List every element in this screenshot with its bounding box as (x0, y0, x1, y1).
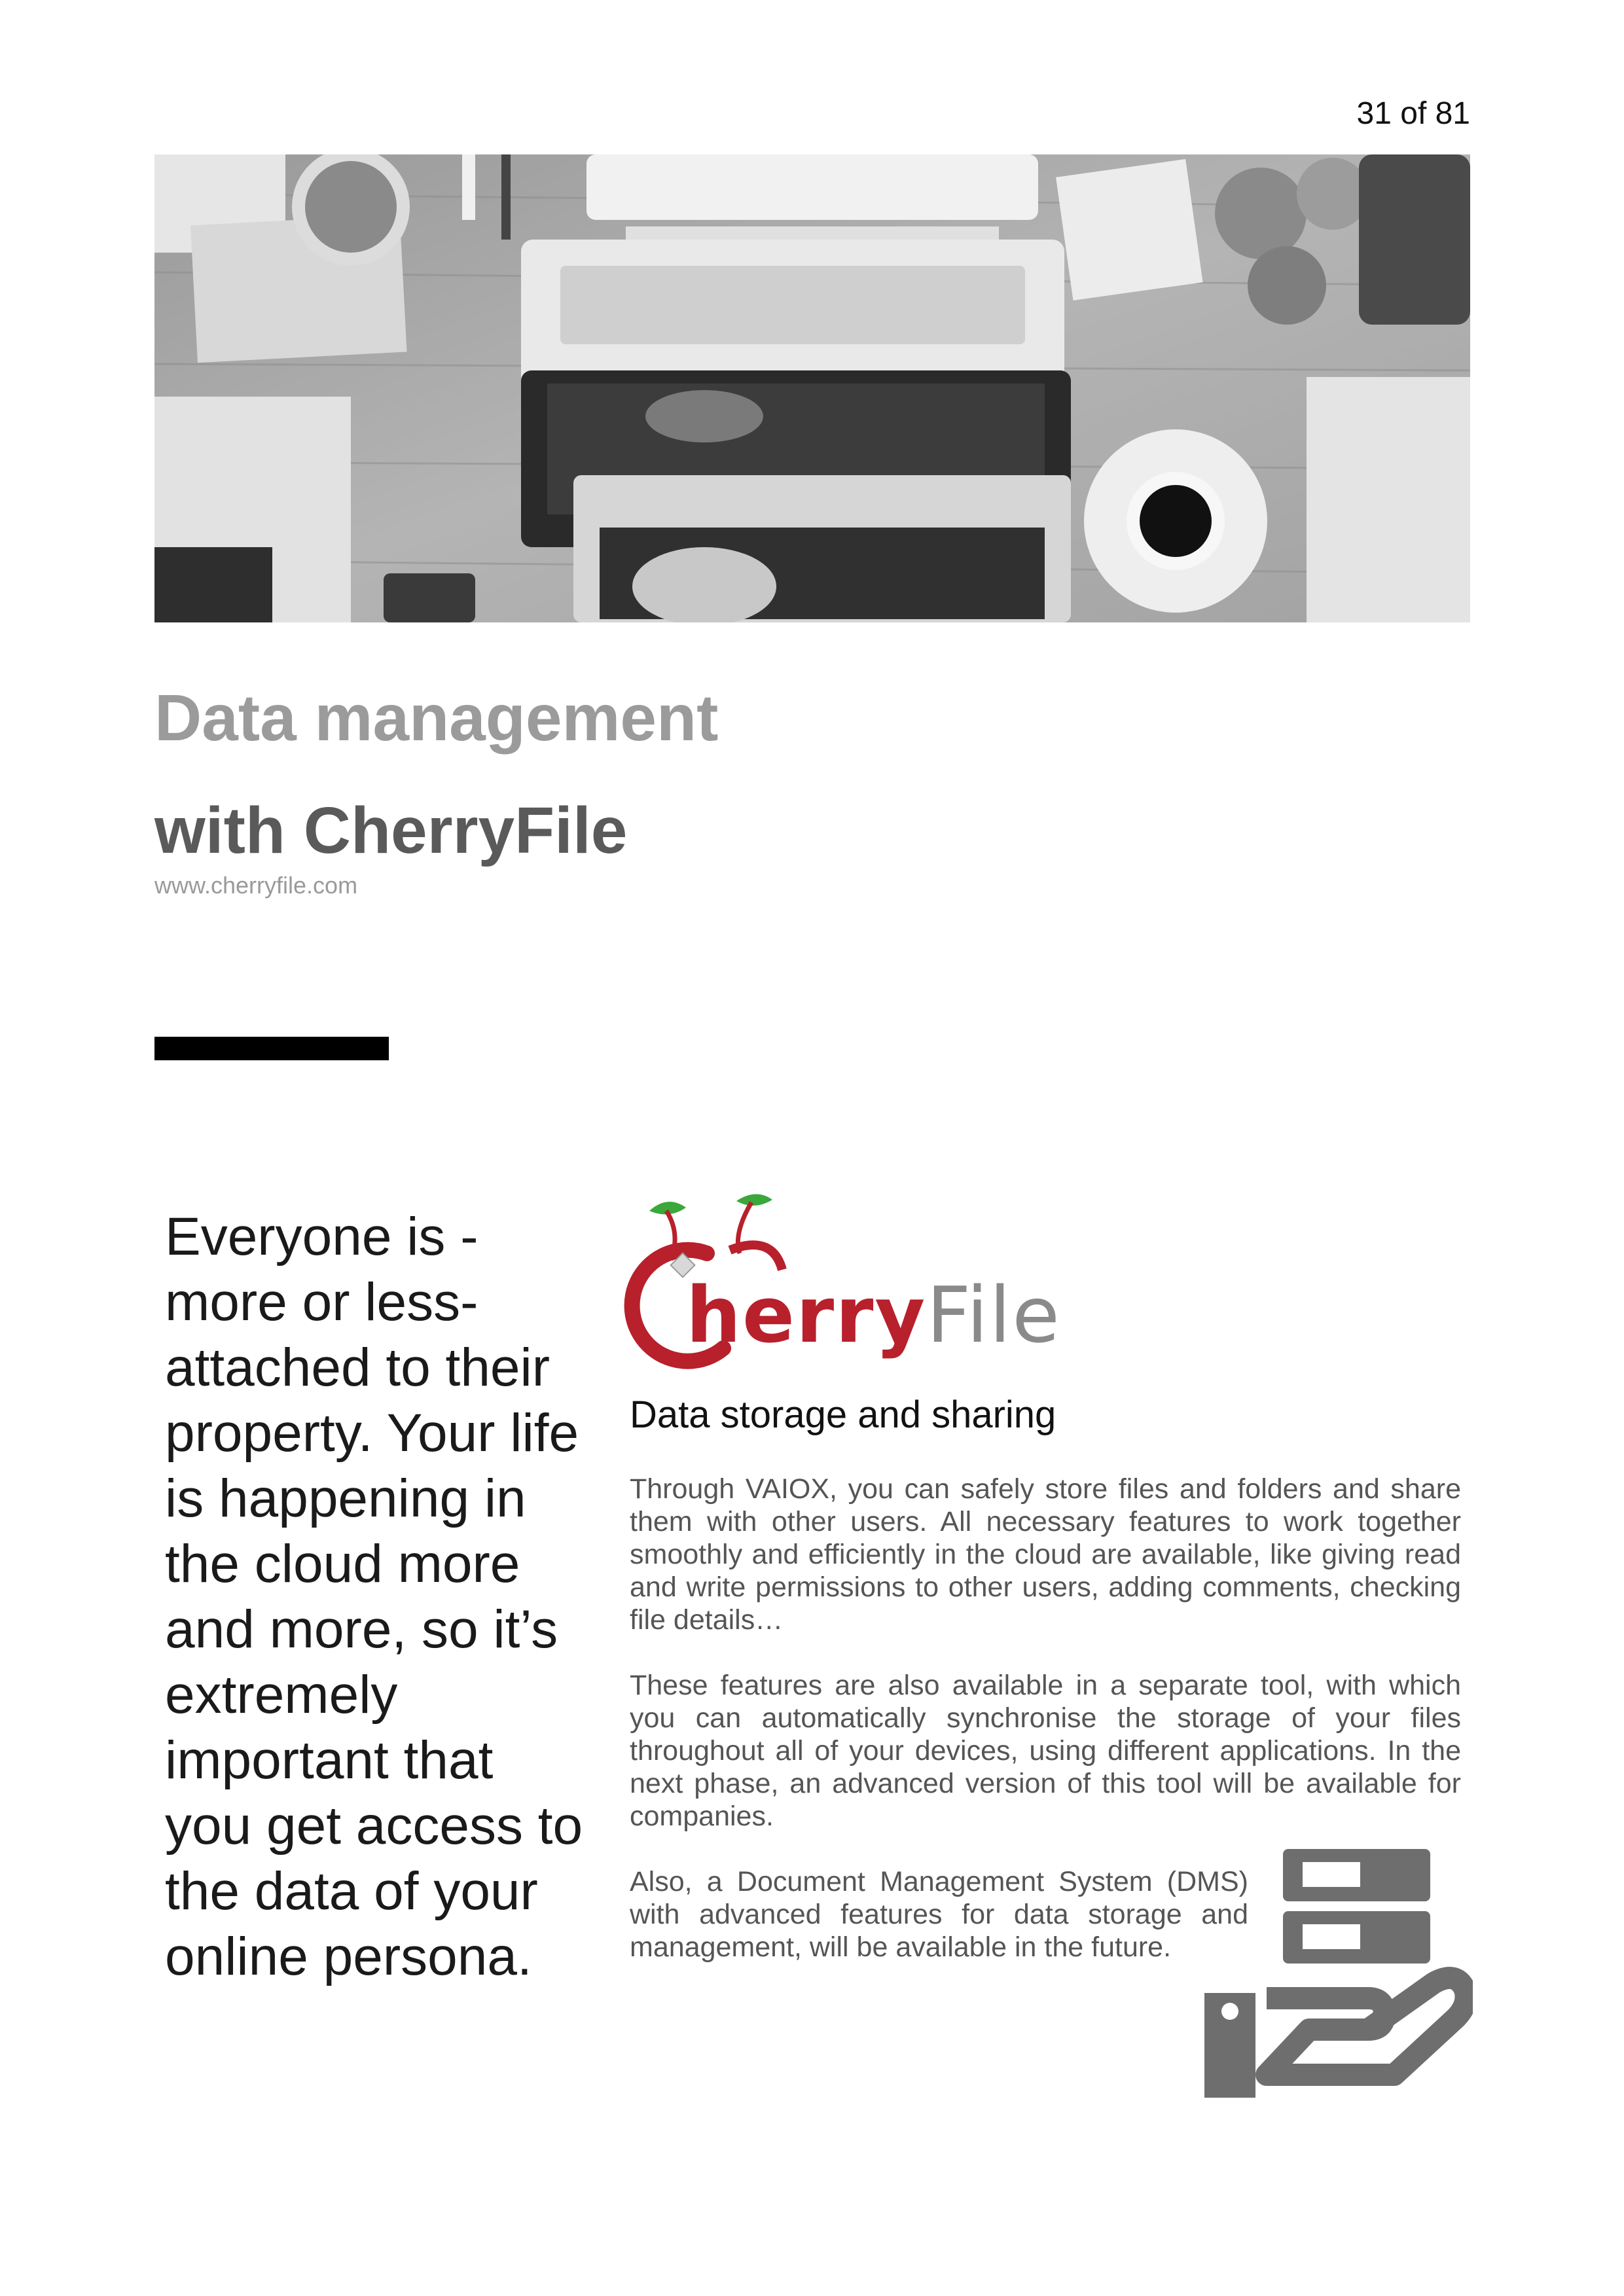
divider-bar (154, 1037, 389, 1060)
cherryfile-logo (609, 1181, 1093, 1378)
desk-laptops-photo-icon (154, 154, 1470, 622)
body-paragraph-1: Through VAIOX, you can safely store files and folders and share them with other users. All necessary features to work together smoothly and efficiently in the cloud are available, like giving read and write permissions to other users, adding comments, checking file details… (630, 1473, 1461, 1636)
body-paragraph-2: These features are also available in a separate tool, with which you can automatically synchronise the storage of your files throughout all of your devices, using different applications. In the next phase, an advanced version of this tool will be available for companies. (630, 1670, 1461, 1832)
website-url: www.cherryfile.com (154, 872, 358, 899)
logo-word-file: File (926, 1270, 1061, 1360)
logo-word-herry: herry (686, 1270, 927, 1360)
page-title-line-2: with CherryFile (154, 794, 628, 867)
page-title-line-1: Data management (154, 681, 719, 755)
section-heading: Data storage and sharing (630, 1393, 1056, 1436)
page-number: 31 of 81 (1356, 96, 1470, 131)
pull-quote: Everyone is -more or less- attached to their property. Your life is happening in the cloud more and more, so it’s extremely important that you get access to the data of your online persona. (165, 1207, 583, 1986)
body-paragraph-3: Also, a Document Management System (DMS) with advanced features for data storage and management, will be available in the future. (630, 1866, 1248, 1963)
hero-image (154, 154, 1470, 622)
logo-wordmark (686, 1270, 1061, 1360)
server-hand-icon (1204, 1849, 1473, 2098)
